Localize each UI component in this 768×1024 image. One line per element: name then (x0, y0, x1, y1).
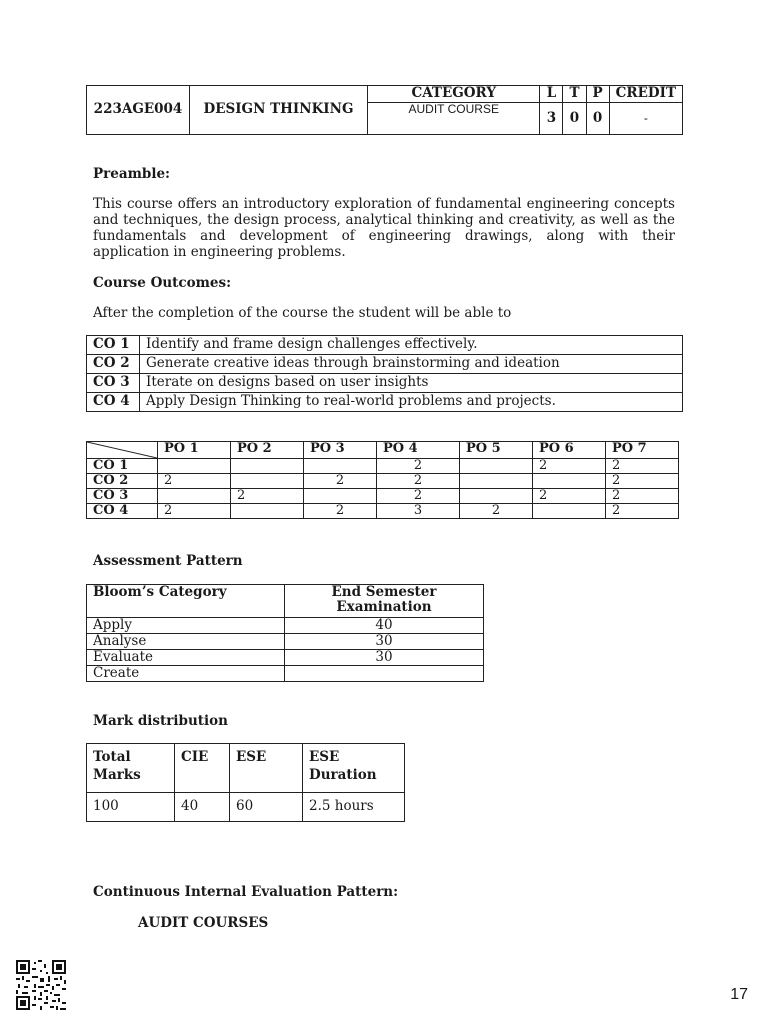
table-row (87, 459, 679, 474)
ese-header: End Semester Examination (285, 585, 484, 618)
table-row (87, 650, 484, 666)
mapping-cell: 2 (606, 459, 679, 474)
credit-header: CREDIT (609, 86, 682, 103)
p-header: P (586, 86, 609, 103)
course-header-table (86, 85, 683, 135)
table-row (87, 489, 679, 504)
co-row-header: CO 4 (87, 504, 158, 519)
po-header: PO 6 (533, 442, 606, 459)
table-row (87, 393, 683, 412)
l-value: 3 (540, 103, 563, 135)
ese-header: ESE (230, 744, 303, 793)
l-header: L (540, 86, 563, 103)
mapping-cell: 2 (377, 459, 460, 474)
mapping-cell: 2 (533, 459, 606, 474)
bloom-value: 30 (285, 634, 484, 650)
ese-duration-value: 2.5 hours (303, 793, 405, 822)
audit-courses-subheading: AUDIT COURSES (138, 915, 269, 931)
table-row (87, 474, 679, 489)
total-marks-header: Total Marks (87, 744, 175, 793)
mapping-cell (158, 489, 231, 504)
co-row-header: CO 3 (87, 489, 158, 504)
p-value: 0 (586, 103, 609, 135)
co-text: Generate creative ideas through brainstorming and ideation (140, 355, 683, 374)
po-header: PO 1 (158, 442, 231, 459)
mapping-cell: 2 (377, 489, 460, 504)
mapping-cell: 2 (533, 489, 606, 504)
ese-duration-header: ESE Duration (303, 744, 405, 793)
mapping-cell: 2 (231, 489, 304, 504)
co-row-header: CO 2 (87, 474, 158, 489)
bloom-category-header: Bloom’s Category (87, 585, 285, 618)
mapping-cell: 2 (606, 474, 679, 489)
diagonal-line (87, 442, 157, 458)
qr-code-icon (16, 960, 66, 1010)
page-number: 17 (730, 986, 748, 1003)
mapping-cell: 3 (377, 504, 460, 519)
table-row (87, 618, 484, 634)
table-header-row (87, 585, 484, 618)
table-row (87, 374, 683, 393)
course-title: DESIGN THINKING (190, 86, 368, 135)
mapping-cell: 2 (606, 504, 679, 519)
co-text: Iterate on designs based on user insights (140, 374, 683, 393)
table-row (87, 793, 405, 822)
mark-distribution-table (86, 743, 405, 822)
mapping-cell: 2 (158, 474, 231, 489)
t-value: 0 (563, 103, 586, 135)
mapping-cell (304, 489, 377, 504)
cie-header: CIE (175, 744, 230, 793)
co-po-mapping-table (86, 441, 679, 519)
co-row-header: CO 1 (87, 459, 158, 474)
ese-value: 60 (230, 793, 303, 822)
po-header: PO 4 (377, 442, 460, 459)
preamble-text: This course offers an introductory exploration of fundamental engineering concepts and techniques, the design process, analytical thinking and creativity, as well as the fundamentals and development of engineering drawings, along with their application in engineering problems. (93, 196, 675, 260)
mapping-cell (533, 474, 606, 489)
mapping-cell (460, 489, 533, 504)
diagonal-corner-cell (87, 442, 158, 459)
co-text: Apply Design Thinking to real-world problems and projects. (140, 393, 683, 412)
po-header: PO 7 (606, 442, 679, 459)
bloom-category: Create (87, 666, 285, 682)
bloom-category: Apply (87, 618, 285, 634)
outcomes-heading: Course Outcomes: (93, 275, 232, 291)
assessment-table (86, 584, 484, 682)
course-code: 223AGE004 (87, 86, 190, 135)
mapping-cell: 2 (460, 504, 533, 519)
table-row (87, 355, 683, 374)
bloom-value (285, 666, 484, 682)
mapping-cell: 2 (304, 474, 377, 489)
mapping-cell: 2 (606, 489, 679, 504)
category-value: AUDIT COURSE (368, 103, 540, 135)
bloom-value: 30 (285, 650, 484, 666)
outcomes-intro: After the completion of the course the student will be able to (93, 305, 512, 321)
cie-pattern-heading: Continuous Internal Evaluation Pattern: (93, 884, 399, 900)
mark-distribution-heading: Mark distribution (93, 713, 228, 729)
credit-value: - (609, 103, 682, 135)
po-header: PO 2 (231, 442, 304, 459)
table-header-row (87, 744, 405, 793)
mapping-cell (533, 504, 606, 519)
mapping-cell (304, 459, 377, 474)
table-row (87, 634, 484, 650)
co-text: Identify and frame design challenges effectively. (140, 336, 683, 355)
table-row (87, 336, 683, 355)
co-code: CO 1 (87, 336, 140, 355)
bloom-value: 40 (285, 618, 484, 634)
po-header: PO 3 (304, 442, 377, 459)
mapping-cell: 2 (158, 504, 231, 519)
mapping-cell (460, 459, 533, 474)
co-code: CO 4 (87, 393, 140, 412)
bloom-category: Evaluate (87, 650, 285, 666)
course-outcomes-table (86, 335, 683, 412)
preamble-heading: Preamble: (93, 166, 171, 182)
table-header-row (87, 442, 679, 459)
table-row (87, 666, 484, 682)
category-header: CATEGORY (368, 86, 540, 103)
total-marks-value: 100 (87, 793, 175, 822)
mapping-cell (231, 459, 304, 474)
cie-value: 40 (175, 793, 230, 822)
mapping-cell (231, 504, 304, 519)
mapping-cell: 2 (377, 474, 460, 489)
co-code: CO 3 (87, 374, 140, 393)
bloom-category: Analyse (87, 634, 285, 650)
po-header: PO 5 (460, 442, 533, 459)
table-row (87, 504, 679, 519)
mapping-cell (460, 474, 533, 489)
assessment-heading: Assessment Pattern (93, 553, 243, 569)
mapping-cell: 2 (304, 504, 377, 519)
mapping-cell (231, 474, 304, 489)
t-header: T (563, 86, 586, 103)
co-code: CO 2 (87, 355, 140, 374)
mapping-cell (158, 459, 231, 474)
